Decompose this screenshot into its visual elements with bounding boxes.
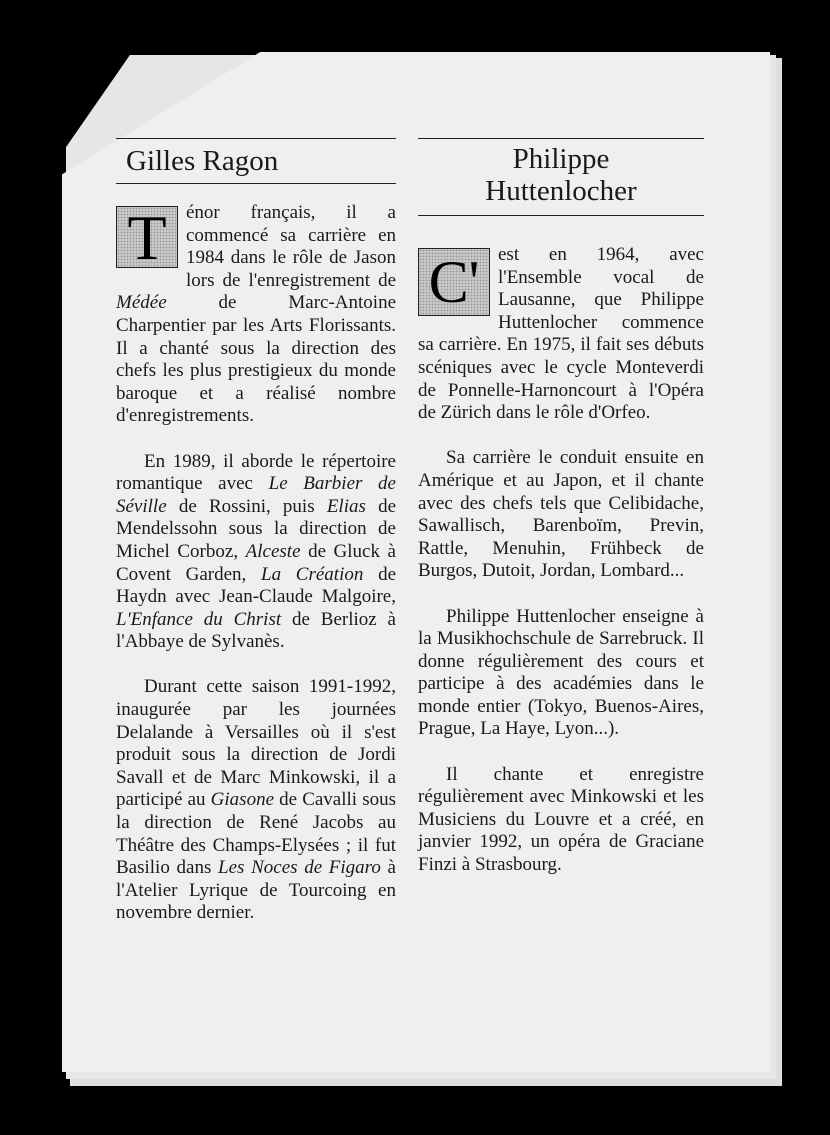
bio-paragraph: C' est en 1964, avec l'Ensemble vocal de Lausanne, que Philippe Huttenlocher commence sa carrière. En 1975, il fait ses débuts scéniques avec le cycle Monteverdi de Ponnelle-Harnoncourt à l'Opéra de Zürich dans le rôle d'Orfeo.	[418, 244, 704, 424]
bio-paragraph: En 1989, il aborde le répertoire romantique avec Le Barbier de Séville de Rossini, puis Elias de Mendelssohn sous la direction de Michel Corboz, Alceste de Gluck à Covent Garden, La Création de Haydn avec Jean-Claude Malgoire, L'Enfance du Christ de Berlioz à l'Abbaye de Sylvanès.	[116, 450, 397, 653]
title-line-1: Philippe	[512, 143, 610, 175]
italic-title: Les Noces de Figaro	[218, 857, 381, 879]
italic-title: Elias	[326, 495, 366, 517]
italic-title: Alceste	[245, 540, 301, 562]
bio-paragraph: Il chante et enregistre régulièrement avec Minkowski et les Musiciens du Louvre et a créé, en janvier 1992, un opéra de Graciane Finzi à Strasbourg.	[418, 763, 704, 876]
dropcap-initial: T	[116, 206, 178, 268]
bio-paragraph: Philippe Huttenlocher enseigne à la Musikhochschule de Sarrebruck. Il donne régulièrement des cours et participe à des académies dans le monde entier (Tokyo, Buenos-Aires, Prague, La Haye, Lyon...).	[418, 605, 704, 740]
title-line-2: Huttenlocher	[485, 175, 637, 207]
italic-title: Le Barbier de Séville	[116, 473, 396, 517]
bio-text	[116, 202, 396, 925]
column-gilles-ragon	[116, 138, 396, 948]
title-rule	[116, 183, 396, 184]
italic-title: La Création	[261, 563, 364, 585]
bio-paragraph: Durant cette saison 1991-1992, inaugurée par les journées Delalande à Versailles où il s'est produit sous la direction de Jordi Savall et de Marc Minkowski, il a participé au Giasone de Cavalli sous la direction de René Jacobs au Théâtre des Champs-Elysées ; il fut Basilio dans Les Noces de Figaro à l'Atelier Lyrique de Tourcoing en novembre dernier.	[116, 676, 396, 924]
bio-paragraph: T énor français, il a commencé sa carrière en 1984 dans le rôle de Jason lors de l'enregistrement de Médée de Marc-Antoine Charpentier par les Arts Florissants. Il a chanté sous la direction des chefs les plus prestigieux du monde baroque et a réalisé nombre d'enregistrements.	[116, 202, 396, 427]
column-philippe-huttenlocher	[418, 138, 704, 899]
italic-title: L'Enfance du Christ	[116, 608, 282, 630]
italic-title: Giasone	[210, 789, 274, 811]
bio-text	[418, 244, 704, 877]
italic-title: Médée	[116, 292, 167, 314]
section-title: Gilles Ragon	[126, 145, 279, 177]
bio-paragraph: Sa carrière le conduit ensuite en Amérique et au Japon, et il chante avec des chefs tels que Celibidache, Sawallisch, Barenboïm, Previn, Rattle, Menuhin, Frühbeck de Burgos, Dutoit, Jordan, Lombard...	[418, 447, 704, 582]
section-title	[418, 139, 704, 215]
title-rule	[418, 215, 704, 216]
dropcap-initial: C'	[418, 248, 490, 316]
